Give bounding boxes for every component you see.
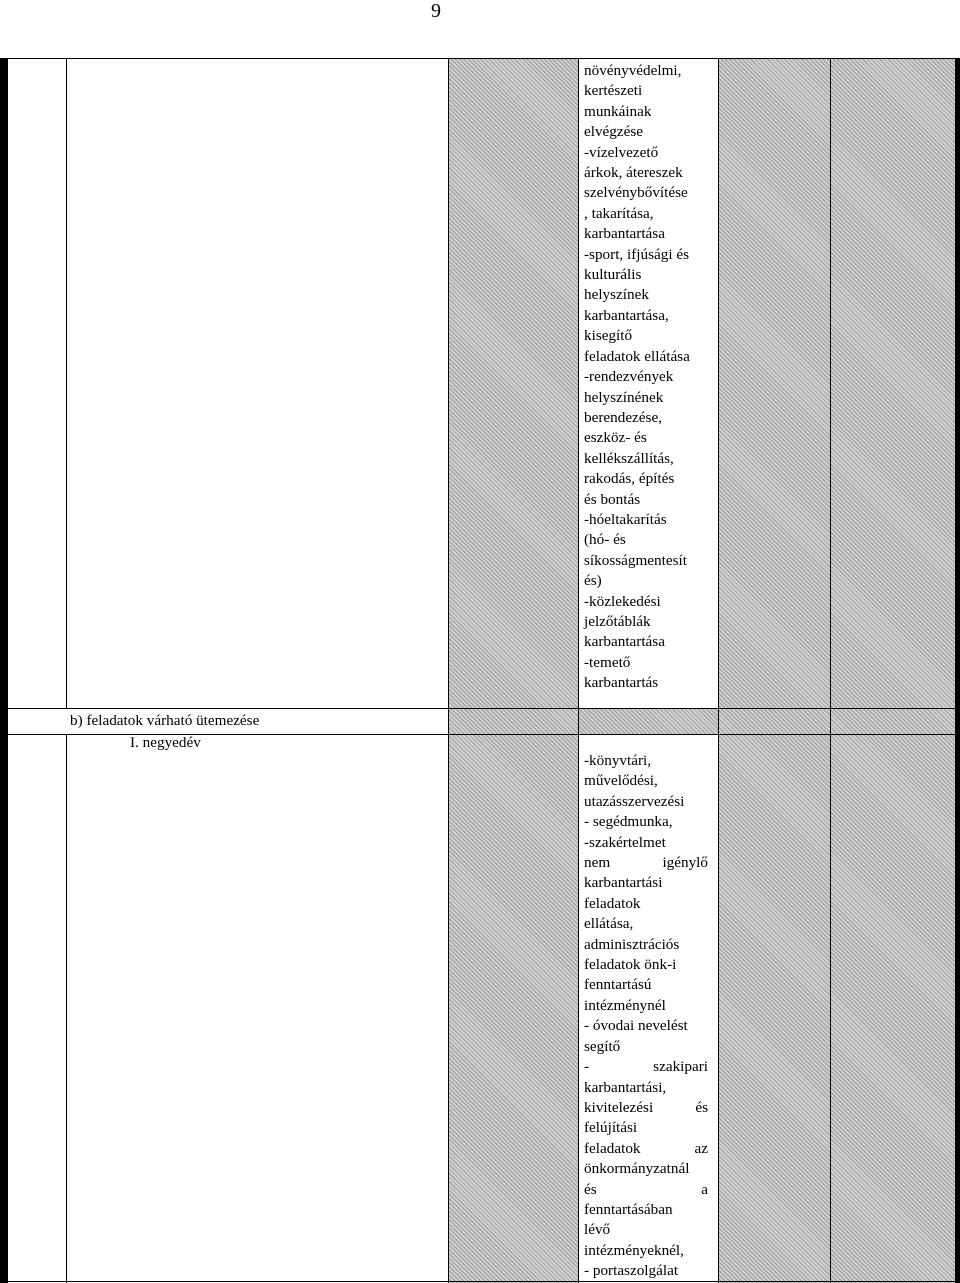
cell-line: adminisztrációs: [584, 935, 680, 953]
col-line-1: [66, 58, 67, 708]
cell-line: karbantartása: [584, 225, 665, 243]
cell-word: és: [695, 1098, 708, 1116]
col-line-1b: [66, 734, 67, 1283]
cell-word: nem: [584, 854, 611, 872]
cell-line: kellékszállítás,: [584, 449, 674, 467]
cell-line: és bontás: [584, 490, 641, 508]
section-label: b) feladatok várható ütemezése: [70, 712, 260, 729]
cell-line: (hó- és: [584, 531, 626, 549]
table-right-border: [955, 58, 960, 1283]
col-line-2: [448, 58, 449, 1283]
quarter-label: I. negyedév: [130, 734, 201, 751]
cell-line: karbantartási,: [584, 1078, 667, 1096]
cell-line: felújítási: [584, 1119, 638, 1137]
cell-line: szelvénybővítése: [584, 184, 688, 202]
page-number: 9: [431, 0, 441, 22]
cell-line: [584, 853, 708, 873]
cell-word: feladatok: [584, 1139, 641, 1157]
cell-line: és): [584, 572, 602, 590]
cell-line: árkok, átereszek: [584, 164, 683, 182]
cell-line: művelődési,: [584, 772, 658, 790]
cell-line: intézményeknél,: [584, 1241, 684, 1259]
row-line-1: [0, 708, 960, 709]
cell-line: - portaszolgálat: [584, 1262, 679, 1280]
cell-line: -temető: [584, 653, 631, 671]
cell-line: elvégzése: [584, 123, 644, 141]
cell-line: növényvédelmi,: [584, 62, 682, 79]
cell-line: helyszínének: [584, 388, 664, 406]
cell-line: kertészeti: [584, 82, 643, 100]
cell-word: igénylő: [662, 854, 708, 872]
cell-line: ellátása,: [584, 915, 634, 933]
cell-word: a: [701, 1180, 708, 1198]
cell-line: [584, 1139, 708, 1159]
cell-line: karbantartási: [584, 874, 663, 892]
cell-line: - óvodai nevelést: [584, 1017, 688, 1035]
cell-line: fenntartásában: [584, 1200, 673, 1218]
hatched-column-2: [718, 58, 830, 1283]
cell-line: karbantartása,: [584, 306, 669, 324]
cell-line: feladatok: [584, 894, 641, 912]
cell-line: kisegítő: [584, 327, 633, 345]
cell-line: karbantartás: [584, 674, 659, 692]
cell-word: és: [584, 1180, 597, 1198]
cell-line: feladatok ellátása: [584, 347, 690, 365]
cell-line: kulturális: [584, 266, 642, 284]
cell-line: -hóeltakarítás: [584, 510, 667, 528]
task-list-cell-2: [584, 751, 708, 1282]
cell-word: kivitelezési: [584, 1098, 654, 1116]
cell-line: rakodás, építés: [584, 470, 675, 488]
hatched-row-separator: [578, 708, 718, 734]
cell-line: -vízelvezető: [584, 143, 659, 161]
cell-line: [584, 1098, 708, 1118]
cell-word: szakipari: [653, 1058, 708, 1076]
cell-line: -szakértelmet: [584, 833, 666, 851]
cell-line: helyszínek: [584, 286, 649, 304]
cell-line: intézménynél: [584, 996, 666, 1014]
cell-line: munkáinak: [584, 102, 652, 120]
hatched-column-1: [448, 58, 578, 1283]
cell-line: -sport, ifjúsági és: [584, 245, 690, 263]
cell-line: -rendezvények: [584, 368, 674, 386]
cell-word: -: [584, 1058, 590, 1076]
cell-line: -közlekedési: [584, 592, 661, 610]
cell-line: jelzőtáblák: [584, 612, 651, 630]
cell-line: [584, 1180, 708, 1200]
col-line-4: [718, 58, 719, 1283]
cell-line: síkosságmentesít: [584, 551, 687, 569]
cell-word: az: [694, 1139, 708, 1157]
cell-line: -könyvtári,: [584, 752, 652, 769]
cell-line: lévő: [584, 1221, 611, 1239]
cell-line: berendezése,: [584, 408, 662, 426]
cell-line: , takarítása,: [584, 204, 654, 222]
cell-line: [584, 1057, 708, 1077]
col-line-3: [578, 58, 579, 1283]
cell-line: karbantartása: [584, 633, 665, 651]
cell-line: - segédmunka,: [584, 813, 673, 831]
cell-line: segítő: [584, 1037, 621, 1055]
cell-line: eszköz- és: [584, 429, 647, 447]
cell-line: feladatok önk-i: [584, 956, 677, 974]
cell-line: utazásszervezési: [584, 792, 685, 810]
cell-line: fenntartású: [584, 976, 652, 994]
col-line-5: [830, 58, 831, 1283]
hatched-column-3: [830, 58, 956, 1283]
table-top-line: [0, 58, 960, 59]
table-bottom-line: [0, 1281, 960, 1282]
cell-line: önkormányzatnál: [584, 1160, 690, 1178]
table-left-border: [0, 58, 8, 1283]
task-list-cell-1: [584, 61, 690, 694]
